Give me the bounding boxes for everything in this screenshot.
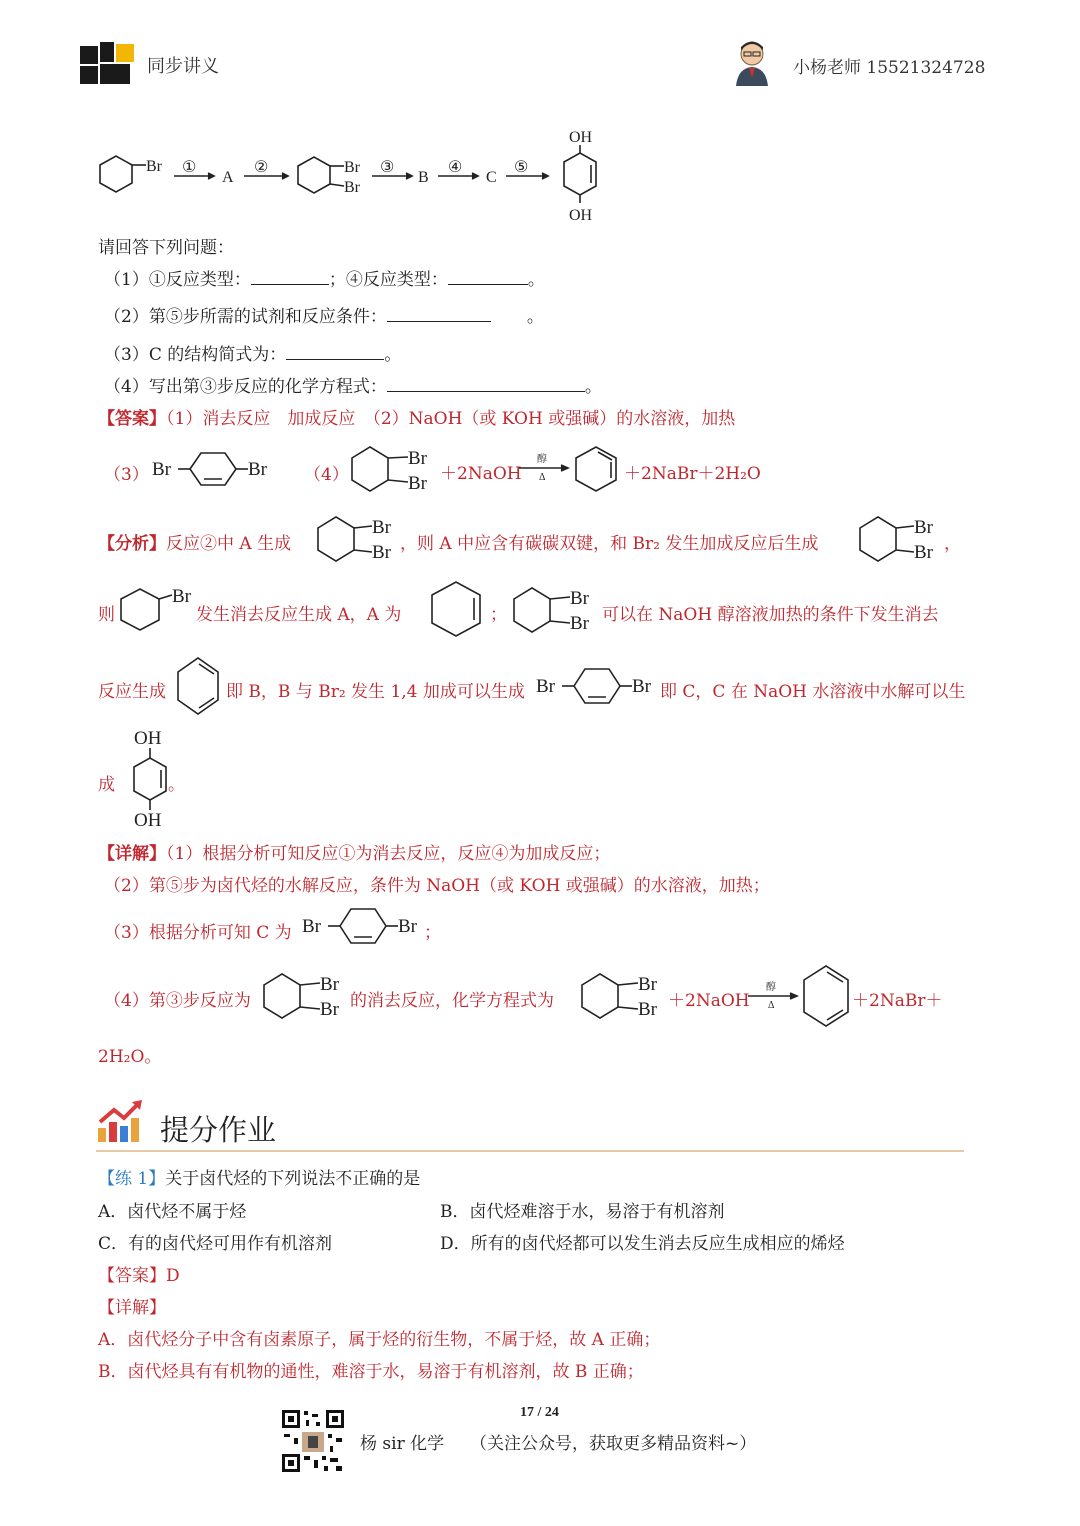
- q1-end: 。: [527, 270, 545, 290]
- detail-d2: （2）第⑤步为卤代烃的水解反应，条件为 NaOH（或 KOH 或强碱）的水溶液，加热；: [104, 876, 770, 896]
- analysis-dibromo-1: [314, 510, 402, 568]
- analysis-l2c: ；: [490, 605, 507, 625]
- scheme-step4: ④: [448, 159, 463, 176]
- q1-blank-2[interactable]: [448, 268, 528, 285]
- analysis-diene: [174, 652, 224, 720]
- question-intro: 请回答下列问题：: [98, 238, 234, 258]
- answer-line-1: [98, 404, 735, 429]
- q2-end: 。: [526, 307, 544, 327]
- ana-oh-bottom: OH: [134, 810, 162, 831]
- ana-br-7: Br: [570, 613, 589, 634]
- question-2: [104, 302, 544, 327]
- q1-label-a: （1）①反应类型：: [104, 270, 251, 290]
- detail-dibromo-2: [578, 967, 670, 1025]
- detail-tag: 【详解】: [98, 844, 166, 864]
- practice-tag: 【练 1】: [98, 1169, 166, 1189]
- detail-dibromo-1: [260, 967, 352, 1025]
- answer-diene: [572, 440, 624, 498]
- q2-blank[interactable]: [387, 305, 491, 322]
- q3-label: （3）C 的结构简式为：: [104, 345, 287, 365]
- analysis-l4b: 。: [168, 775, 185, 795]
- analysis-bromocyclohexane: [116, 583, 198, 635]
- question-1: [104, 265, 545, 290]
- scheme-step3: ③: [380, 159, 395, 176]
- q1-label-b: ；④反应类型：: [328, 270, 448, 290]
- answer-naoh: ＋2NaOH: [440, 464, 522, 484]
- answer-part-4: （4）: [304, 465, 349, 485]
- analysis-tag-line: [98, 529, 291, 554]
- analysis-l1a: 反应②中 A 生成: [166, 534, 292, 554]
- practice-option-d[interactable]: D．所有的卤代烃都可以发生消去反应生成相应的烯烃: [440, 1234, 845, 1254]
- analysis-tag: 【分析】: [98, 534, 166, 554]
- practice-stem-text: 关于卤代烃的下列说法不正确的是: [165, 1169, 421, 1189]
- qr-code-icon: [280, 1408, 346, 1474]
- detail-d4c: ＋2NaOH: [668, 991, 750, 1011]
- ans-br-right: Br: [248, 459, 267, 480]
- analysis-dibromo-2: [856, 510, 948, 568]
- ans-eq-br-1: Br: [408, 448, 427, 469]
- ana-br-6: Br: [570, 588, 589, 609]
- practice-stem: [98, 1164, 420, 1189]
- answer-part-3: （3）: [104, 465, 149, 485]
- q2-label: （2）第⑤步所需的试剂和反应条件：: [104, 307, 387, 327]
- detail-c-structure: [302, 900, 428, 952]
- answer-equation-reactant: [348, 440, 440, 498]
- det-arrow-top: 醇: [766, 982, 776, 993]
- det-br-1: Br: [302, 916, 321, 937]
- analysis-cyclohexene: [428, 578, 488, 640]
- header-title: 同步讲义: [147, 56, 219, 77]
- ana-br-9: Br: [632, 676, 651, 697]
- detail-d4a: （4）第③步反应为: [104, 991, 251, 1011]
- header-contact: 小杨老师 15521324728: [793, 58, 986, 78]
- detail-d3a: （3）根据分析可知 C 为: [104, 923, 292, 943]
- analysis-l3b: 即 B，B 与 Br₂ 发生 1,4 加成可以生成: [226, 682, 525, 702]
- scheme-oh-top: OH: [569, 129, 593, 146]
- q3-blank[interactable]: [286, 343, 384, 360]
- detail-d5: 2H₂O。: [98, 1047, 162, 1067]
- chart-up-icon: [96, 1098, 146, 1146]
- ana-br-8: Br: [536, 676, 555, 697]
- ana-br-3: Br: [914, 517, 933, 538]
- analysis-l3c: 即 C，C 在 NaOH 水溶液中水解可以生: [660, 682, 966, 702]
- analysis-dibromo-3: [510, 581, 602, 639]
- ans-eq-br-2: Br: [408, 473, 427, 494]
- scheme-C: C: [486, 169, 497, 186]
- answer-c-structure: [150, 444, 280, 494]
- detail-d1: （1）根据分析可知反应①为消去反应，反应④为加成反应；: [166, 844, 611, 864]
- ans-br-left: Br: [152, 459, 171, 480]
- detail-d4b: 的消去反应，化学方程式为: [350, 991, 554, 1011]
- analysis-l2b: 发生消去反应生成 A，A 为: [196, 605, 402, 625]
- q4-blank[interactable]: [387, 375, 585, 392]
- analysis-l3a: 反应生成: [98, 682, 166, 702]
- arrow-cond-bottom: Δ: [539, 472, 546, 483]
- detail-diene: [800, 960, 854, 1032]
- analysis-l4a: 成: [98, 775, 115, 795]
- answer-tag: 【答案】: [98, 409, 166, 429]
- detail-d3b: ；: [424, 923, 441, 943]
- answer-products: ＋2NaBr＋2H₂O: [624, 464, 761, 484]
- ana-br-4: Br: [914, 542, 933, 563]
- scheme-step1: ①: [182, 159, 197, 176]
- q4-end: 。: [584, 377, 602, 397]
- footer-note: （关注公众号，获取更多精品资料~）: [470, 1434, 757, 1454]
- det-br-5: Br: [638, 974, 657, 995]
- analysis-l1c: ，: [944, 534, 961, 554]
- reaction-scheme: [90, 125, 630, 230]
- section-rule: [96, 1150, 964, 1152]
- scheme-step2: ②: [254, 159, 269, 176]
- question-3: [104, 340, 401, 365]
- ana-br-2: Br: [372, 542, 391, 563]
- practice-answer: [98, 1261, 180, 1286]
- ana-oh-top: OH: [134, 728, 162, 749]
- detail-d4d: ＋2NaBr＋: [852, 991, 943, 1011]
- ana-br-1: Br: [372, 517, 391, 538]
- practice-option-c[interactable]: C．有的卤代烃可用作有机溶剂: [98, 1234, 333, 1254]
- logo-icon: [80, 42, 136, 88]
- scheme-step5: ⑤: [514, 159, 529, 176]
- answer-arrow: [517, 452, 571, 484]
- teacher-avatar: [732, 38, 772, 86]
- q4-label: （4）写出第③步反应的化学方程式：: [104, 377, 387, 397]
- practice-answer-tag: 【答案】: [98, 1266, 166, 1286]
- analysis-l1b: ，则 A 中应含有碳碳双键，和 Br₂ 发生加成反应后生成: [400, 534, 819, 554]
- det-arrow-bottom: Δ: [768, 1000, 775, 1011]
- scheme-br-3: Br: [344, 179, 360, 196]
- practice-detail-tag: 【详解】: [98, 1298, 166, 1318]
- question-4: [104, 372, 602, 397]
- det-br-3: Br: [320, 974, 339, 995]
- analysis-l2d: 可以在 NaOH 醇溶液加热的条件下发生消去: [602, 605, 939, 625]
- practice-detail-b: B．卤代烃具有有机物的通性，难溶于水，易溶于有机溶剂，故 B 正确；: [98, 1362, 644, 1382]
- scheme-br-2: Br: [344, 159, 360, 176]
- ana-br-5: Br: [172, 586, 191, 607]
- answer-text: （1）消去反应 加成反应 （2）NaOH（或 KOH 或强碱）的水溶液，加热: [166, 409, 736, 429]
- scheme-br-1: Br: [146, 158, 162, 175]
- q3-end: 。: [384, 345, 402, 365]
- arrow-cond-top: 醇: [537, 454, 547, 465]
- practice-option-a[interactable]: A．卤代烃不属于烃: [98, 1202, 247, 1222]
- practice-option-b[interactable]: B．卤代烃难溶于水，易溶于有机溶剂: [440, 1202, 725, 1222]
- section-title: 提分作业: [160, 1113, 277, 1147]
- detail-line-1: [98, 839, 610, 864]
- scheme-oh-bottom: OH: [569, 207, 593, 224]
- detail-arrow: [746, 980, 800, 1012]
- det-br-2: Br: [398, 916, 417, 937]
- scheme-A: A: [222, 169, 234, 186]
- footer-name: 杨 sir 化学: [360, 1434, 445, 1454]
- practice-answer-value: D: [166, 1266, 180, 1286]
- page-number: 17 / 24: [520, 1405, 559, 1420]
- q1-blank-1[interactable]: [251, 268, 329, 285]
- analysis-l2a: 则: [98, 605, 115, 625]
- practice-detail-a: A．卤代烃分子中含有卤素原子，属于烃的衍生物，不属于烃，故 A 正确；: [98, 1330, 661, 1350]
- analysis-c-structure: [536, 660, 662, 712]
- det-br-4: Br: [320, 999, 339, 1020]
- det-br-6: Br: [638, 999, 657, 1020]
- scheme-B: B: [418, 169, 429, 186]
